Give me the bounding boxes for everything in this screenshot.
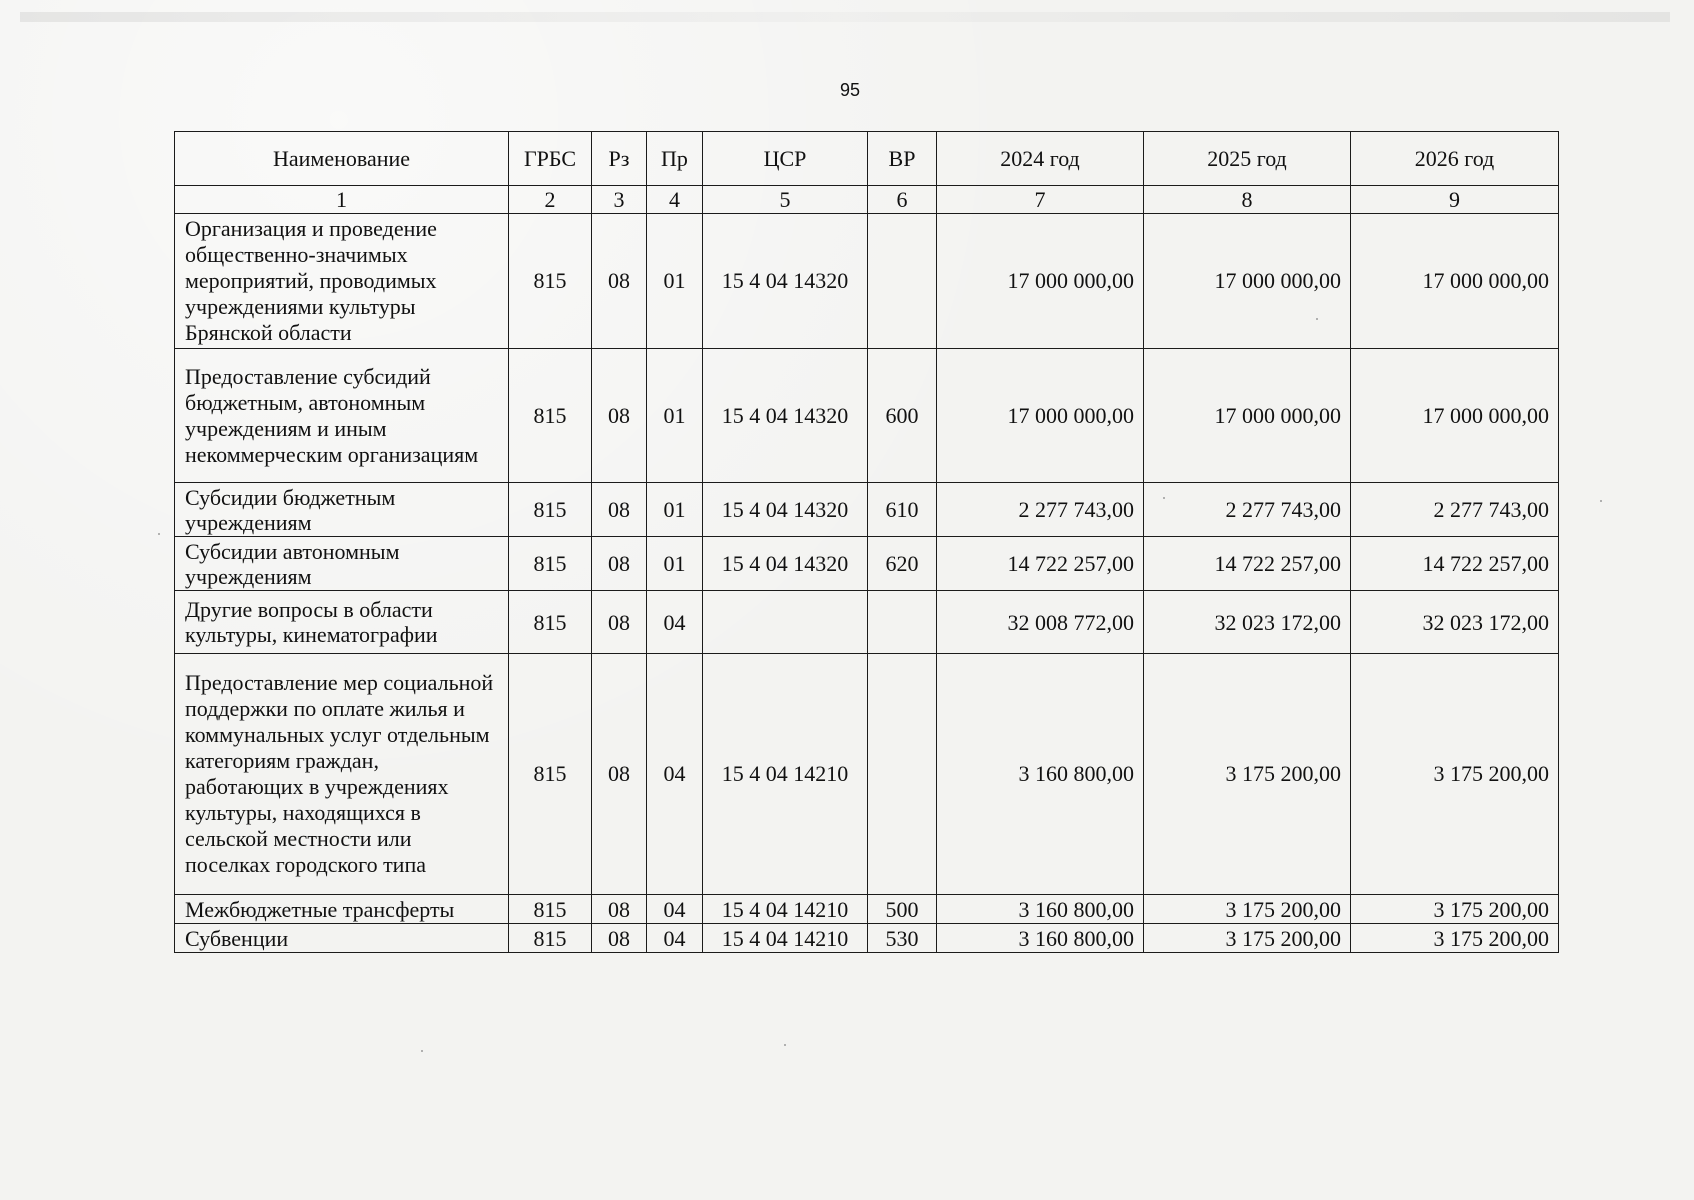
row-vr xyxy=(868,654,937,895)
table-row xyxy=(175,349,1559,483)
row-pr: 01 xyxy=(647,483,703,537)
table-row xyxy=(175,483,1559,537)
row-amount-2026: 3 175 200,00 xyxy=(1351,895,1559,924)
row-amount-2025: 17 000 000,00 xyxy=(1144,349,1351,483)
row-pr: 01 xyxy=(647,349,703,483)
column-number: 7 xyxy=(937,186,1144,214)
header-grbs: ГРБС xyxy=(509,132,592,186)
row-rz: 08 xyxy=(592,895,647,924)
table-row xyxy=(175,924,1559,953)
table-header-row xyxy=(175,132,1559,186)
scan-top-edge xyxy=(20,12,1670,22)
row-vr xyxy=(868,214,937,349)
row-rz: 08 xyxy=(592,483,647,537)
row-grbs: 815 xyxy=(509,349,592,483)
column-number: 2 xyxy=(509,186,592,214)
row-amount-2025: 17 000 000,00 xyxy=(1144,214,1351,349)
row-amount-2024: 2 277 743,00 xyxy=(937,483,1144,537)
row-pr: 04 xyxy=(647,654,703,895)
row-name: Организация и проведение общественно-значимых мероприятий, проводимых учреждениями культуры Брянской области xyxy=(175,214,509,349)
row-vr: 610 xyxy=(868,483,937,537)
column-number: 3 xyxy=(592,186,647,214)
scan-speck xyxy=(1316,318,1318,320)
row-rz: 08 xyxy=(592,591,647,654)
row-vr: 530 xyxy=(868,924,937,953)
table-row xyxy=(175,591,1559,654)
row-name: Межбюджетные трансферты xyxy=(175,895,509,924)
row-csr: 15 4 04 14320 xyxy=(703,537,868,591)
row-amount-2026: 2 277 743,00 xyxy=(1351,483,1559,537)
row-csr: 15 4 04 14210 xyxy=(703,654,868,895)
table-row xyxy=(175,537,1559,591)
row-rz: 08 xyxy=(592,537,647,591)
row-vr xyxy=(868,591,937,654)
row-csr: 15 4 04 14320 xyxy=(703,214,868,349)
row-amount-2024: 14 722 257,00 xyxy=(937,537,1144,591)
budget-table xyxy=(174,131,1559,953)
row-pr: 01 xyxy=(647,214,703,349)
row-amount-2025: 3 175 200,00 xyxy=(1144,654,1351,895)
row-grbs: 815 xyxy=(509,214,592,349)
row-rz: 08 xyxy=(592,654,647,895)
row-rz: 08 xyxy=(592,924,647,953)
row-amount-2026: 3 175 200,00 xyxy=(1351,924,1559,953)
row-csr: 15 4 04 14320 xyxy=(703,349,868,483)
row-amount-2025: 3 175 200,00 xyxy=(1144,924,1351,953)
row-amount-2024: 17 000 000,00 xyxy=(937,349,1144,483)
row-amount-2024: 32 008 772,00 xyxy=(937,591,1144,654)
row-amount-2024: 3 160 800,00 xyxy=(937,924,1144,953)
table-row xyxy=(175,654,1559,895)
row-amount-2025: 32 023 172,00 xyxy=(1144,591,1351,654)
header-rz: Рз xyxy=(592,132,647,186)
row-vr: 600 xyxy=(868,349,937,483)
row-csr xyxy=(703,591,868,654)
page-number: 95 xyxy=(839,80,861,100)
row-grbs: 815 xyxy=(509,895,592,924)
column-number-row xyxy=(175,186,1559,214)
row-amount-2026: 14 722 257,00 xyxy=(1351,537,1559,591)
row-pr: 04 xyxy=(647,895,703,924)
row-amount-2024: 17 000 000,00 xyxy=(937,214,1144,349)
header-2025: 2025 год xyxy=(1144,132,1351,186)
row-amount-2024: 3 160 800,00 xyxy=(937,895,1144,924)
row-name: Другие вопросы в области культуры, кинематографии xyxy=(175,591,509,654)
column-number: 8 xyxy=(1144,186,1351,214)
row-csr: 15 4 04 14320 xyxy=(703,483,868,537)
header-2026: 2026 год xyxy=(1351,132,1559,186)
scan-speck xyxy=(158,533,160,535)
table-row xyxy=(175,895,1559,924)
header-vr: ВР xyxy=(868,132,937,186)
row-csr: 15 4 04 14210 xyxy=(703,895,868,924)
column-number: 5 xyxy=(703,186,868,214)
row-name: Предоставление субсидий бюджетным, автономным учреждениям и иным некоммерческим организациям xyxy=(175,349,509,483)
column-number: 6 xyxy=(868,186,937,214)
scan-speck xyxy=(1163,497,1165,499)
row-amount-2026: 17 000 000,00 xyxy=(1351,214,1559,349)
header-name: Наименование xyxy=(175,132,509,186)
row-vr: 500 xyxy=(868,895,937,924)
row-name: Субсидии автономным учреждениям xyxy=(175,537,509,591)
row-grbs: 815 xyxy=(509,924,592,953)
row-name: Субвенции xyxy=(175,924,509,953)
row-grbs: 815 xyxy=(509,591,592,654)
row-amount-2025: 2 277 743,00 xyxy=(1144,483,1351,537)
row-amount-2024: 3 160 800,00 xyxy=(937,654,1144,895)
scan-speck xyxy=(784,1044,786,1046)
header-2024: 2024 год xyxy=(937,132,1144,186)
row-name: Субсидии бюджетным учреждениям xyxy=(175,483,509,537)
table-row xyxy=(175,214,1559,349)
scan-speck xyxy=(1600,500,1602,502)
row-rz: 08 xyxy=(592,214,647,349)
row-grbs: 815 xyxy=(509,483,592,537)
column-number: 4 xyxy=(647,186,703,214)
row-grbs: 815 xyxy=(509,654,592,895)
header-csr: ЦСР xyxy=(703,132,868,186)
row-amount-2026: 3 175 200,00 xyxy=(1351,654,1559,895)
row-pr: 04 xyxy=(647,591,703,654)
row-rz: 08 xyxy=(592,349,647,483)
column-number: 1 xyxy=(175,186,509,214)
row-amount-2026: 17 000 000,00 xyxy=(1351,349,1559,483)
row-pr: 01 xyxy=(647,537,703,591)
row-grbs: 815 xyxy=(509,537,592,591)
scan-speck xyxy=(421,1050,423,1052)
row-amount-2026: 32 023 172,00 xyxy=(1351,591,1559,654)
row-amount-2025: 3 175 200,00 xyxy=(1144,895,1351,924)
row-csr: 15 4 04 14210 xyxy=(703,924,868,953)
row-amount-2025: 14 722 257,00 xyxy=(1144,537,1351,591)
header-pr: Пр xyxy=(647,132,703,186)
row-pr: 04 xyxy=(647,924,703,953)
column-number: 9 xyxy=(1351,186,1559,214)
row-vr: 620 xyxy=(868,537,937,591)
row-name: Предоставление мер социальной поддержки по оплате жилья и коммунальных услуг отдельным категориям граждан, работающих в учреждениях культуры, находящихся в сельской местности или поселках городского типа xyxy=(175,654,509,895)
